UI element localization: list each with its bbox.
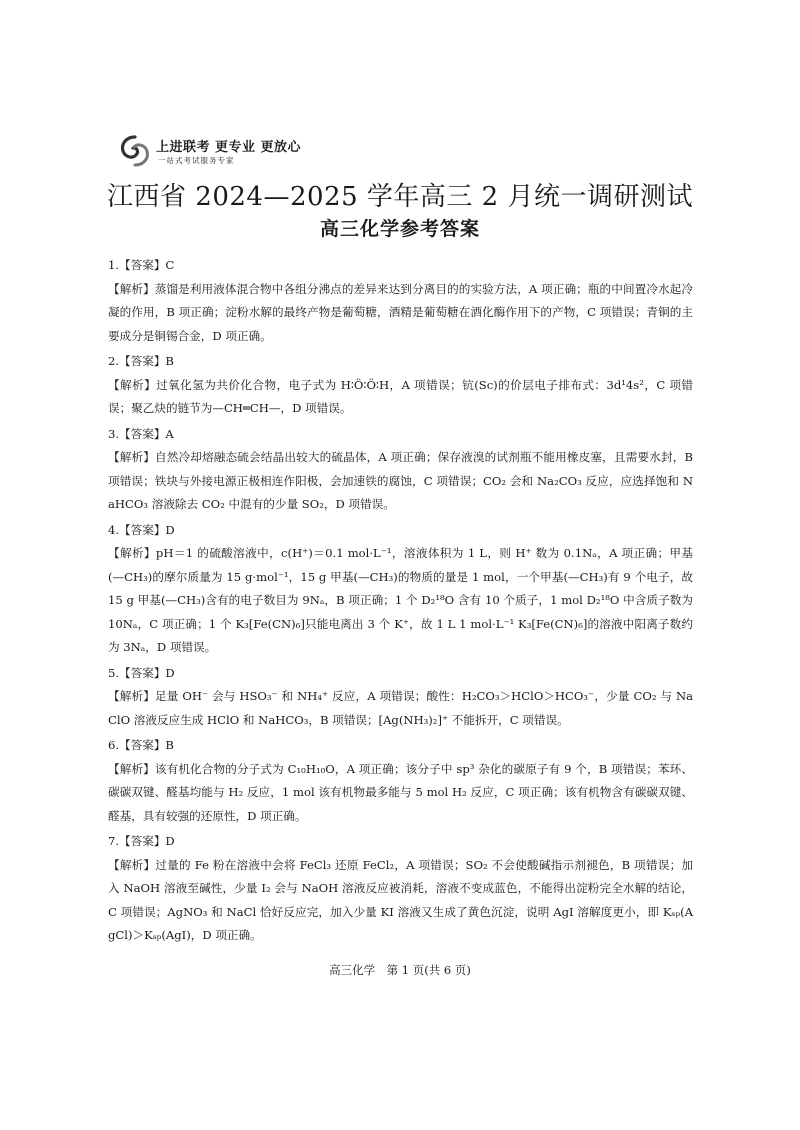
question-item xyxy=(108,350,693,421)
answer-list xyxy=(108,252,693,948)
question-answer: 2.【答案】B xyxy=(108,354,174,368)
question-item xyxy=(108,423,693,517)
question-analysis: 【解析】过量的 Fe 粉在溶液中会将 FeCl₃ 还原 FeCl₂，A 项错误；SO₂ 不会使酸碱指示剂褪色，B 项错误；加入 NaOH 溶液至碱性，少量 I₂ 会与 NaOH 溶液反应被消耗，溶液不变成蓝色，不能得出淀粉完全水解的结论，C 项错误；AgNO₃ 和 NaCl 恰好反应完，加入少量 KI 溶液又生成了黄色沉淀，说明 AgI 溶解度更小，即 Kₛₚ(AgCl)＞Kₛₚ(AgI)，D 项正确。 xyxy=(108,857,693,942)
question-answer: 7.【答案】D xyxy=(108,834,175,848)
question-item xyxy=(108,734,693,828)
question-analysis: 【解析】足量 OH⁻ 会与 HSO₃⁻ 和 NH₄⁺ 反应，A 项错误；酸性：H₂CO₃＞HClO＞HCO₃⁻，少量 CO₂ 与 NaClO 溶液反应生成 HClO 和 NaHCO₃，B 项错误；[Ag(NH₃)₂]⁺ 不能拆开，C 项错误。 xyxy=(108,689,693,727)
question-item xyxy=(108,830,693,948)
question-analysis: 【解析】该有机化合物的分子式为 C₁₀H₁₀O，A 项正确；该分子中 sp³ 杂化的碳原子有 9 个，B 项错误；苯环、碳碳双键、醛基均能与 H₂ 反应，1 mol 该有机物最多能与 5 mol H₂ 反应，C 项正确；该有机物含有碳碳双键、醛基，具有较强的还原性，D 项正确。 xyxy=(108,761,693,823)
question-answer: 1.【答案】C xyxy=(108,258,175,272)
question-item xyxy=(108,254,693,348)
logo-tagline: 一站式考试服务专家 xyxy=(158,156,235,165)
publisher-logo xyxy=(118,132,318,172)
question-answer: 4.【答案】D xyxy=(108,522,175,537)
question-item xyxy=(108,662,693,733)
spiral-logo-icon xyxy=(118,134,152,168)
question-item xyxy=(108,519,693,660)
logo-slogan: 上进联考 更专业 更放心 xyxy=(156,140,302,155)
question-answer: 6.【答案】B xyxy=(108,738,174,752)
question-answer: 5.【答案】D xyxy=(108,665,175,680)
question-analysis: 【解析】自然冷却熔融态硫会结晶出较大的硫晶体，A 项正确；保存液溴的试剂瓶不能用橡皮塞，且需要水封，B 项错误；铁块与外接电源正极相连作阳极，会加速铁的腐蚀，C 项错误；CO₂ 会和 Na₂CO₃ 反应，应选择饱和 NaHCO₃ 溶液除去 CO₂ 中混有的少量 SO₂，D 项错误。 xyxy=(108,450,693,511)
page-title: 江西省 2024—2025 学年高三 2 月统一调研测试 xyxy=(107,182,693,212)
question-analysis: 【解析】过氧化氢为共价化合物，电子式为 H∶Ö∶Ö∶H，A 项错误；钪(Sc)的价层电子排布式：3d¹4s²，C 项错误；聚乙炔的链节为—CH═CH—，D 项错误。 xyxy=(108,377,693,415)
question-analysis: 【解析】蒸馏是利用液体混合物中各组分沸点的差异来达到分离目的的实验方法，A 项正确；瓶的中间置冷水起冷凝的作用，B 项正确；淀粉水解的最终产物是葡萄糖，酒精是葡萄糖在酒化酶作用下的产物，C 项错误；青铜的主要成分是铜锡合金，D 项正确。 xyxy=(108,281,693,343)
page-subtitle: 高三化学参考答案 xyxy=(319,218,480,240)
question-analysis: 【解析】pH＝1 的硫酸溶液中，c(H⁺)＝0.1 mol·L⁻¹，溶液体积为 1 L，则 H⁺ 数为 0.1Nₐ，A 项正确；甲基(—CH₃)的摩尔质量为 15 g·mol⁻¹，15 g 甲基(—CH₃)的物质的量是 1 mol，一个甲基(—CH₃)有 9 个电子，故 15 g 甲基(—CH₃)含有的电子数目为 9Nₐ，B 项正确；1 个 D₂¹⁸O 含有 10 个质子，1 mol D₂¹⁸O 中含质子数为 10Nₐ，C 项正确；1 个 K₃[Fe(CN)₆]只能电离出 3 个 K⁺，故 1 L 1 mol·L⁻¹ K₃[Fe(CN)₆]的溶液中阳离子数约为 3Nₐ，D 项错误。 xyxy=(108,546,693,654)
question-answer: 3.【答案】A xyxy=(108,426,174,441)
page-footer: 高三化学 第 1 页(共 6 页) xyxy=(329,963,471,977)
